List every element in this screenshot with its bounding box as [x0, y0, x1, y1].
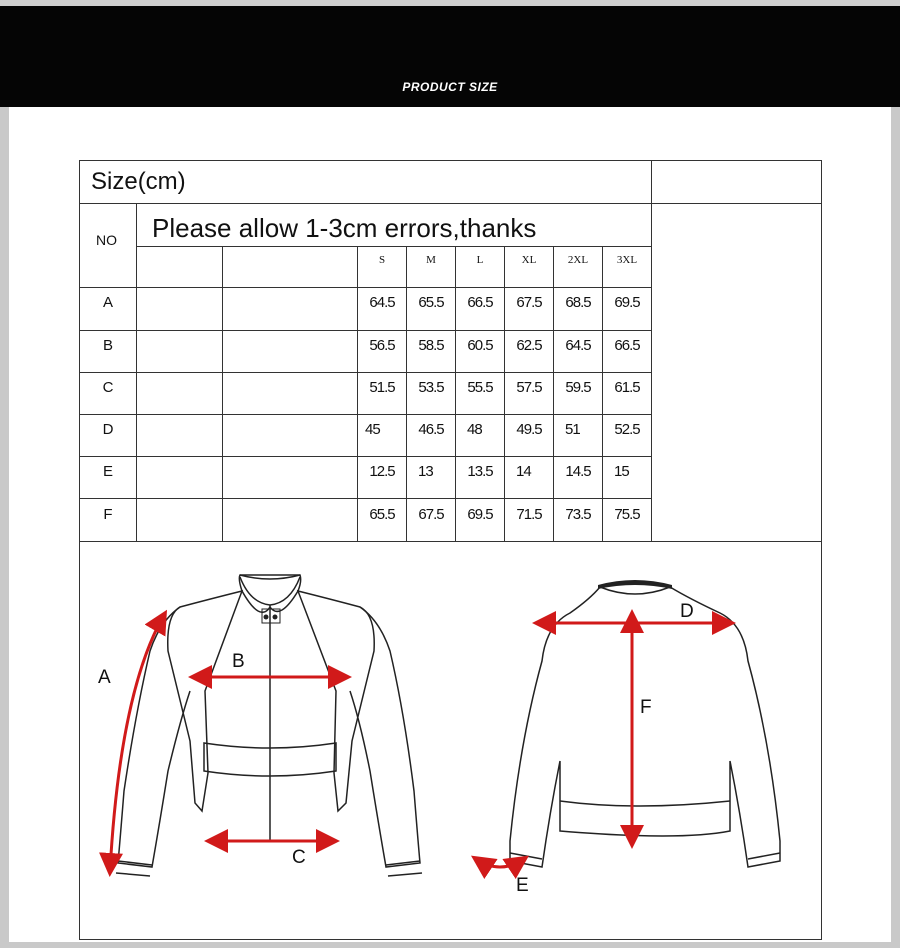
measure-cell: 69.5 [467, 506, 493, 523]
grid-line [79, 203, 822, 204]
product-size-title: PRODUCT SIZE [402, 80, 498, 94]
no-header: NO [96, 232, 117, 248]
label-f: F [640, 697, 652, 718]
arrow-a [110, 615, 164, 871]
measure-cell: 66.5 [614, 337, 640, 354]
measurement-arrows [110, 615, 730, 871]
measure-cell: 13.5 [467, 463, 493, 480]
grid-line [79, 330, 652, 331]
measure-cell: 51 [565, 421, 580, 438]
grid-line [136, 203, 137, 541]
grid-line [79, 414, 652, 415]
row-label: A [102, 294, 113, 311]
measure-cell: 12.5 [369, 463, 395, 480]
size-unit-label: Size(cm) [91, 168, 186, 195]
grid-line [222, 246, 223, 541]
measure-cell: 55.5 [467, 379, 493, 396]
collar-button [273, 615, 278, 620]
left-margin [0, 107, 9, 948]
measure-cell: 53.5 [418, 379, 444, 396]
grid-line [136, 246, 652, 247]
measure-cell: 57.5 [516, 379, 542, 396]
measure-cell: 56.5 [369, 337, 395, 354]
size-header: 2XL [567, 254, 589, 266]
measure-cell: 65.5 [369, 506, 395, 523]
measure-cell: 68.5 [565, 294, 591, 311]
measure-cell: 13 [418, 463, 433, 480]
label-d: D [680, 601, 694, 622]
measure-cell: 64.5 [565, 337, 591, 354]
size-header: S [378, 254, 386, 266]
measure-cell: 58.5 [418, 337, 444, 354]
measure-cell: 15 [614, 463, 629, 480]
grid-line [79, 287, 652, 288]
row-label: F [103, 506, 113, 523]
measure-cell: 67.5 [418, 506, 444, 523]
measure-cell: 64.5 [369, 294, 395, 311]
measure-cell: 14 [516, 463, 531, 480]
label-e: E [516, 875, 529, 896]
size-header: XL [521, 254, 537, 266]
label-c: C [292, 847, 306, 868]
measure-cell: 59.5 [565, 379, 591, 396]
measure-cell: 62.5 [516, 337, 542, 354]
row-label: E [102, 463, 113, 480]
measure-cell: 75.5 [614, 506, 640, 523]
measure-cell: 14.5 [565, 463, 591, 480]
collar-button [264, 615, 269, 620]
measure-cell: 51.5 [369, 379, 395, 396]
bottom-margin [0, 942, 900, 948]
size-header: L [476, 254, 484, 266]
row-label: C [102, 379, 114, 396]
error-note: Please allow 1-3cm errors,thanks [152, 213, 537, 243]
measure-cell: 65.5 [418, 294, 444, 311]
jacket-measurement-diagram [80, 541, 821, 939]
row-label: D [102, 421, 114, 438]
grid-line [79, 456, 652, 457]
grid-line [79, 498, 652, 499]
measure-cell: 52.5 [614, 421, 640, 438]
measure-cell: 60.5 [467, 337, 493, 354]
measure-cell: 69.5 [614, 294, 640, 311]
row-label: B [102, 337, 113, 354]
size-header: M [426, 254, 436, 266]
measure-cell: 46.5 [418, 421, 444, 438]
measure-cell: 71.5 [516, 506, 542, 523]
collar-band [598, 580, 672, 589]
grid-line [79, 372, 652, 373]
label-a: A [98, 667, 111, 688]
measure-cell: 49.5 [516, 421, 542, 438]
grid-line [651, 160, 652, 541]
measure-cell: 48 [467, 421, 482, 438]
measure-cell: 67.5 [516, 294, 542, 311]
measure-cell: 73.5 [565, 506, 591, 523]
right-margin [891, 107, 900, 948]
arrow-e [476, 859, 524, 867]
label-b: B [232, 651, 245, 672]
measure-cell: 66.5 [467, 294, 493, 311]
measure-cell: 61.5 [614, 379, 640, 396]
back-jacket-outline [510, 582, 780, 867]
measure-cell: 45 [365, 421, 380, 438]
size-header: 3XL [616, 254, 638, 266]
